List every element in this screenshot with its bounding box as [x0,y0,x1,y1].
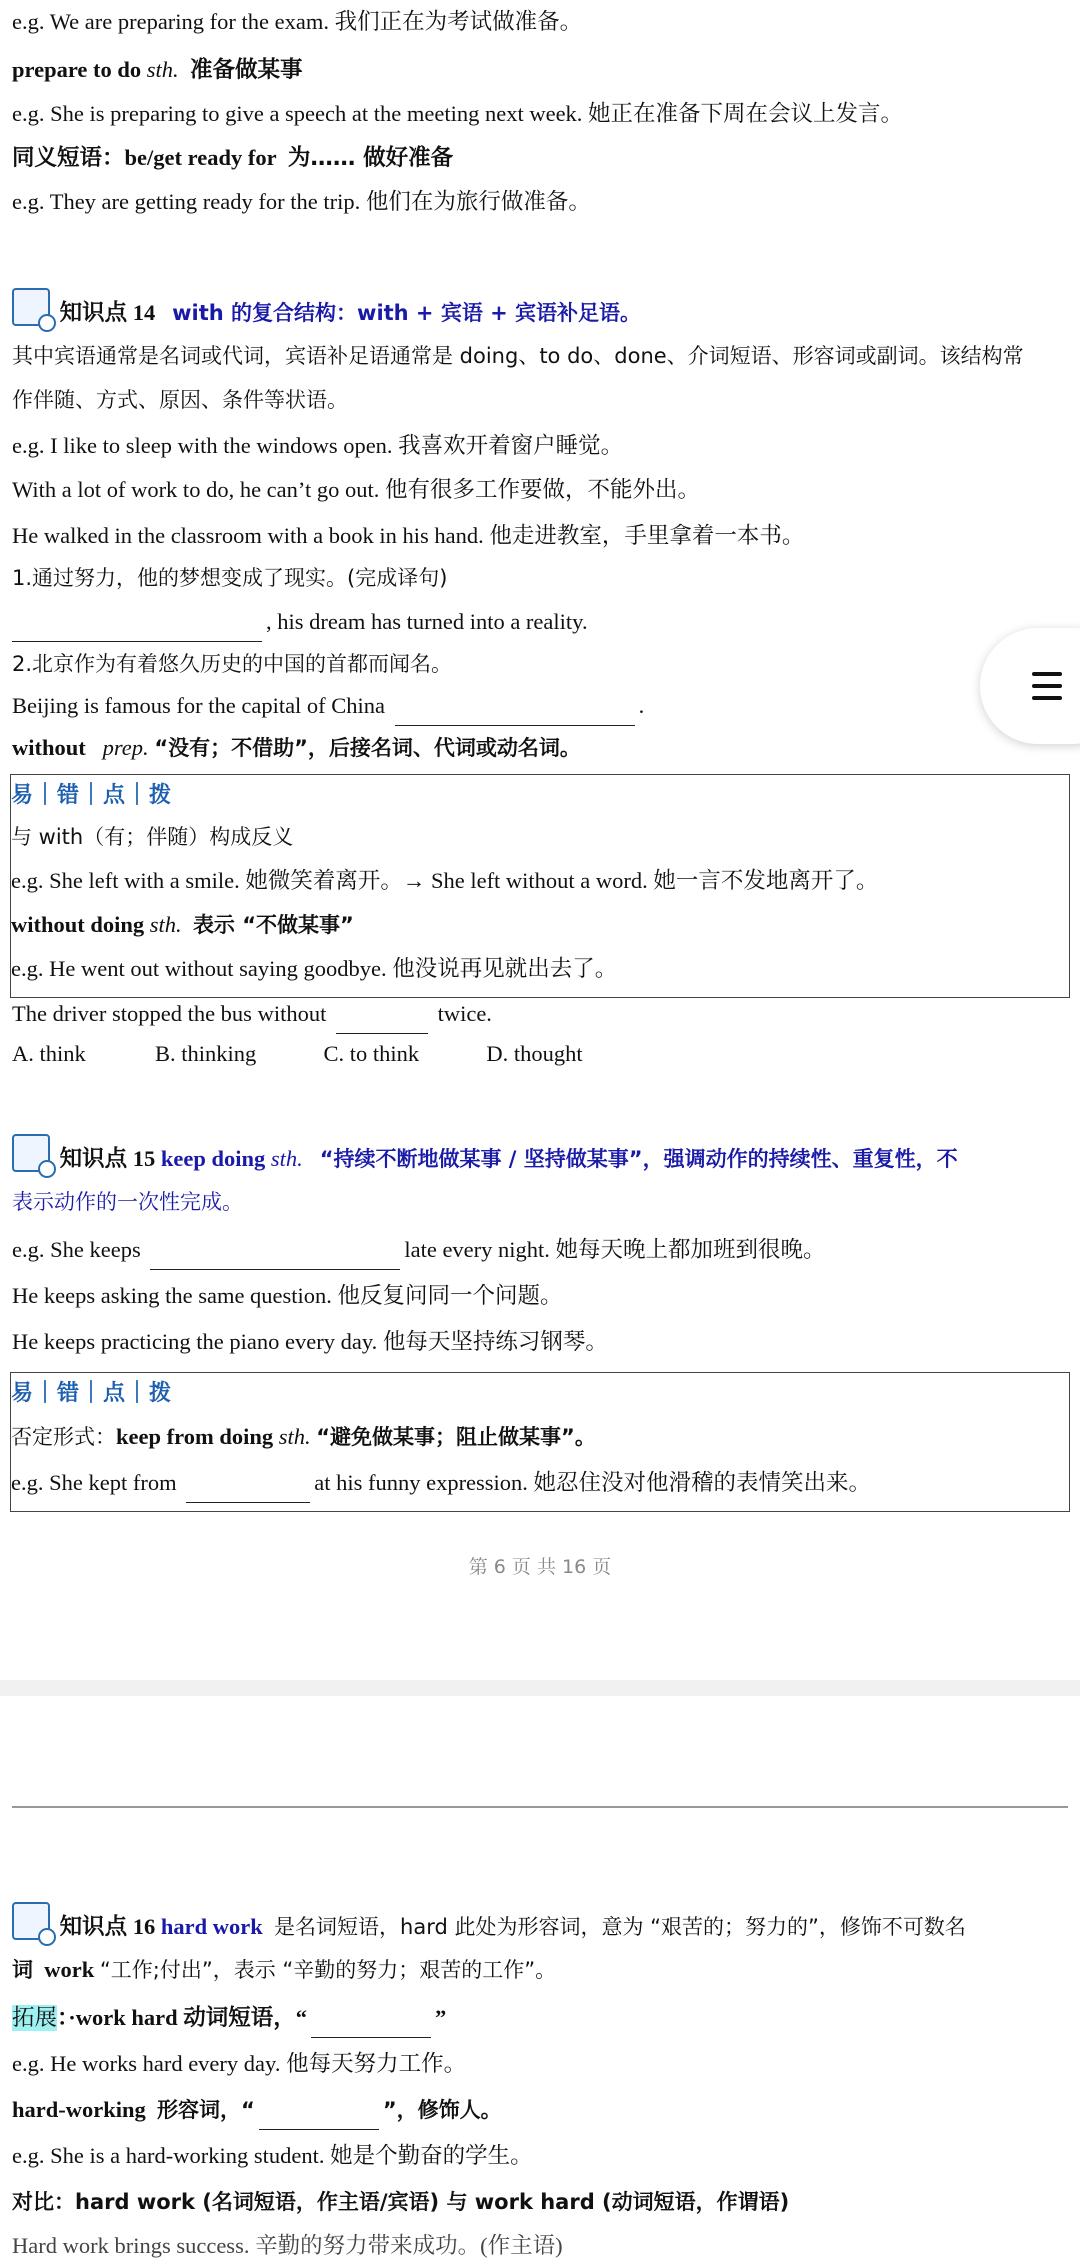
heading-continuation: 表示动作的一次性完成。 [12,1190,243,1214]
magnifier-doc-icon [12,288,50,326]
exercise-question: 2.北京作为有着悠久历史的中国的首都而闻名。 [12,652,453,676]
synonym-line: 同义短语：be/get ready for 为…… 做好准备 [12,145,454,171]
example-line: With a lot of work to do, he can’t go out. 他有很多工作要做，不能外出。 [12,477,700,502]
phrase-line: prepare to do sth. 准备做某事 [12,57,303,83]
tip-box [10,1372,1070,1512]
definition-line: hard-working 形容词，“ ”，修饰人。 [12,2090,1060,2130]
quiz-question: The driver stopped the bus without twice. [12,994,1060,1034]
tip-title: 易｜错｜点｜拨 [11,783,173,808]
example-line: He walked in the classroom with a book in his hand. 他走进教室，手里拿着一本书。 [12,523,805,548]
option-b[interactable]: B. thinking [155,1041,257,1066]
header-rule [12,1806,1068,1808]
tip-line: e.g. He went out without saying goodbye. 他没说再见就出去了。 [11,956,618,981]
definition-line: without prep. “没有；不借助”，后接名词、代词或动名词。 [12,735,581,760]
tip-line: 否定形式：keep from doing sth. “避免做某事；阻止做某事”。 [11,1424,596,1449]
page-number: 第 6 页 共 16 页 [468,1556,612,1578]
example-line: e.g. She keeps late every night. 她每天晚上都加班到很晚。 [12,1230,1060,1270]
example-line: e.g. He works hard every day. 他每天努力工作。 [12,2051,467,2076]
menu-button[interactable] [980,628,1080,744]
example-line: He keeps asking the same question. 他反复问同一个问题。 [12,1283,563,1308]
exercise-answer-line: , his dream has turned into a reality. [12,602,1060,642]
tip-box [10,774,1070,998]
tip-title: 易｜错｜点｜拨 [11,1381,173,1406]
answer-blank[interactable] [336,1007,428,1034]
tip-line: 与 with（有；伴随）构成反义 [11,825,294,849]
hamburger-menu-icon-bar [1032,684,1062,688]
knowledge-point-heading: 知识点 14 with 的复合结构：with + 宾语 + 宾语补足语。 [12,288,1060,333]
extension-label: 拓展 [12,2005,58,2031]
option-d[interactable]: D. thought [486,1041,583,1066]
knowledge-point-heading: 知识点 16 hard work 是名词短语，hard 此处为形容词，意为 “艰苦的；努力的”，修饰不可数名 [12,1902,1060,1947]
knowledge-point-heading: 知识点 15 keep doing sth. “持续不断地做某事 / 坚持做某事”，强调动作的持续性、重复性，不 [12,1134,1060,1179]
heading-continuation: 词 work “工作;付出”，表示 “辛勤的努力；艰苦的工作”。 [12,1957,557,1982]
answer-blank[interactable] [150,1243,400,1270]
exercise-answer-line: Beijing is famous for the capital of China . [12,686,1060,726]
answer-blank[interactable] [259,2103,379,2130]
hamburger-menu-icon [1032,672,1062,676]
example-line: e.g. They are getting ready for the trip. 他们在为旅行做准备。 [12,189,591,214]
tip-line: e.g. She left with a smile. 她微笑着离开。→ She left without a word. 她一言不发地离开了。 [11,868,879,893]
hamburger-menu-icon-bar [1032,696,1062,700]
quiz-options [12,1034,1060,1074]
extension-line: 拓展：·work hard 动词短语，“ ” [12,1998,1060,2038]
comparison-line: 对比：hard work (名词短语，作主语/宾语) 与 work hard (动词短语，作谓语) [12,2190,790,2214]
tip-line: without doing sth. 表示 “不做某事” [11,912,354,937]
answer-blank[interactable] [395,699,635,726]
answer-blank[interactable] [186,1476,310,1503]
option-a[interactable]: A. think [12,1041,86,1066]
tip-line: e.g. She kept from at his funny expression. 她忍住没对他滑稽的表情笑出来。 [11,1463,1049,1503]
magnifier-doc-icon [12,1902,50,1940]
answer-blank[interactable] [311,2011,431,2038]
example-line: e.g. She is a hard-working student. 她是个勤奋的学生。 [12,2143,533,2168]
magnifier-doc-icon [12,1134,50,1172]
paragraph: 其中宾语通常是名词或代词，宾语补足语通常是 doing、to do、done、介词短语、形容词或副词。该结构常 [12,344,1024,368]
answer-blank[interactable] [12,615,262,642]
paragraph: 作伴随、方式、原因、条件等状语。 [12,388,348,412]
example-line: e.g. We are preparing for the exam. 我们正在为考试做准备。 [12,9,583,34]
example-line: Hard work brings success. 辛勤的努力带来成功。(作主语) [12,2233,563,2258]
exercise-question: 1.通过努力，他的梦想变成了现实。(完成译句) [12,566,448,590]
example-line: e.g. I like to sleep with the windows open. 我喜欢开着窗户睡觉。 [12,433,624,458]
example-line: He keeps practicing the piano every day. 他每天坚持练习钢琴。 [12,1329,608,1354]
page-gap [0,1680,1080,1696]
example-line: e.g. She is preparing to give a speech at the meeting next week. 她正在准备下周在会议上发言。 [12,101,904,126]
option-c[interactable]: C. to think [323,1041,420,1066]
